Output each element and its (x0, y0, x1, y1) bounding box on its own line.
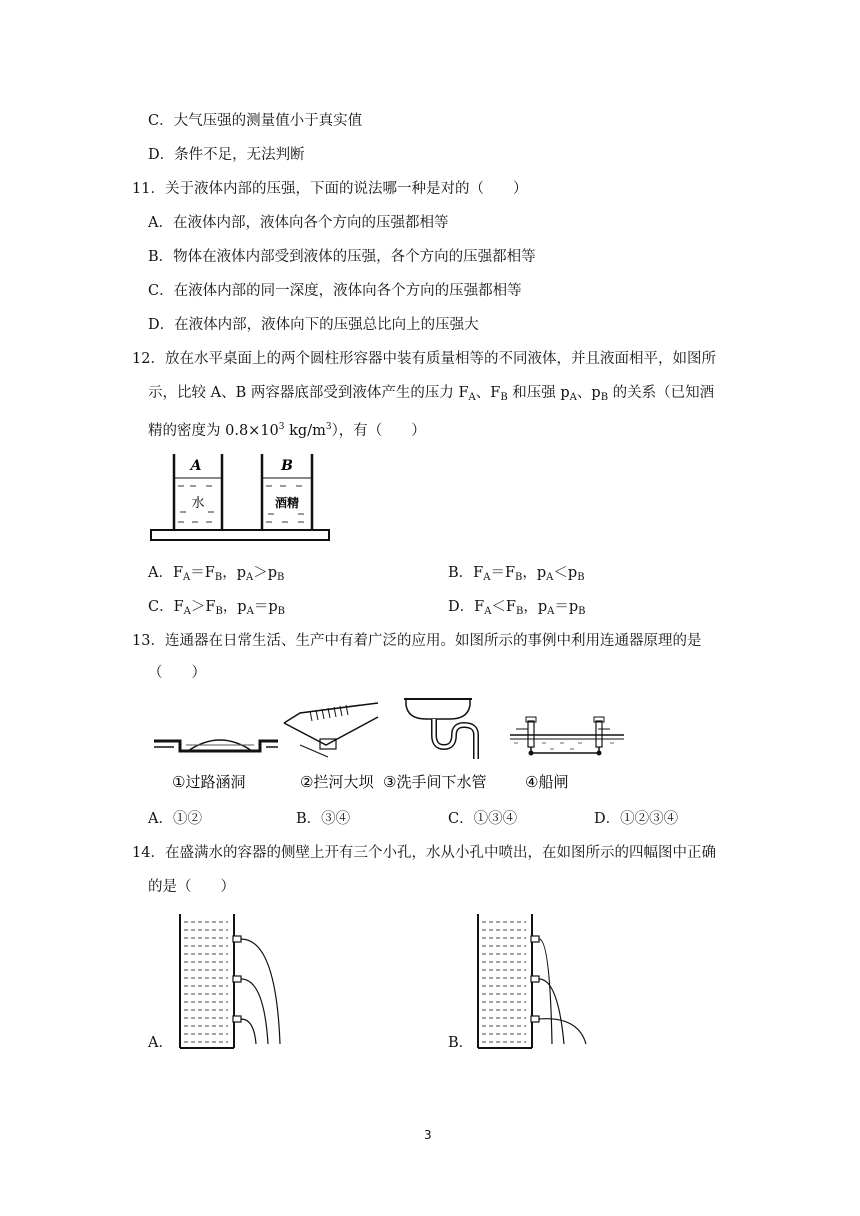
q13-connected-vessels-figure (150, 695, 640, 800)
q14-figure-a (176, 910, 286, 1052)
q11-option-a: A．在液体内部，液体向各个方向的压强都相等 (148, 215, 449, 231)
water-jets (539, 939, 586, 1044)
q12-option-c: C．$F_A>F_B$，$p_A=p_B$ (148, 599, 285, 617)
q11-option-b: B．物体在液体内部受到液体的压强，各个方向的压强都相等 (148, 249, 536, 265)
q10-option-c: C．大气压强的测量值小于真实值 (148, 113, 363, 129)
q11-option-c: C．在液体内部的同一深度，液体向各个方向的压强都相等 (148, 283, 522, 299)
caption-ship-lock: ④船闸 (525, 773, 569, 791)
q13-option-b: B．③④ (296, 811, 351, 827)
q10-option-d: D．条件不足，无法判断 (148, 147, 305, 163)
q11-stem: 11．关于液体内部的压强，下面的说法哪一种是对的（ ） (132, 181, 528, 197)
container-b-label: B (281, 458, 293, 474)
q14-stem-line2: 的是（ ） (148, 879, 235, 895)
q12-option-d: D．$F_A<F_B$，$p_A=p_B$ (448, 599, 586, 617)
container-a-label: A (190, 458, 202, 474)
q12-stem-line3: 精的密度为 $0.8\times 10^3$ $kg/m^3$），有（ ） (148, 422, 426, 439)
page-number: 3 (424, 1128, 432, 1142)
water-dashes (184, 922, 228, 1042)
q14-option-b-label: B． (448, 1035, 474, 1051)
q13-stem-line2: （ ） (148, 665, 206, 681)
caption-dam: ②拦河大坝 (300, 773, 374, 791)
q12-containers-figure (150, 450, 332, 546)
culvert-drawing (154, 740, 278, 751)
dam-drawing (284, 703, 378, 757)
sink-drain-drawing (404, 699, 476, 759)
q14-stem-line1: 14．在盛满水的容器的侧壁上开有三个小孔，水从小孔中喷出，在如图所示的四幅图中正确 (132, 845, 716, 861)
q13-option-c: C．①③④ (448, 811, 518, 827)
q13-stem-line1: 13．连通器在日常生活、生产中有着广泛的应用。如图所示的事例中利用连通器原理的是 (132, 633, 702, 649)
caption-culvert: ①过路涵洞 (172, 773, 246, 791)
q14-option-a-label: A． (148, 1035, 173, 1051)
q12-stem-line2: 示，比较 A、B 两容器底部受到液体产生的压力 $F_A$、$F_B$ 和压强 $p_A$、$p_B$ 的关系（已知酒 (148, 385, 715, 403)
water-label: 水 (191, 496, 205, 511)
ship-lock-drawing (510, 717, 624, 755)
q13-option-a: A．①② (148, 811, 202, 827)
q12-stem-line1: 12．放在水平桌面上的两个圆柱形容器中装有质量相等的不同液体，并且液面相平，如图所 (132, 351, 716, 367)
q11-option-d: D．在液体内部，液体向下的压强总比向上的压强大 (148, 317, 479, 333)
caption-sink-drain: ③洗手间下水管 (383, 773, 487, 791)
q12-option-a: A．$F_A=F_B$，$p_A>p_B$ (148, 565, 285, 583)
water-jets (241, 939, 280, 1044)
alcohol-label: 酒精 (274, 496, 300, 510)
q14-figure-b (474, 910, 594, 1052)
q13-option-d: D．①②③④ (594, 811, 679, 827)
q12-option-b: B．$F_A=F_B$，$p_A<p_B$ (448, 565, 585, 583)
water-dashes (482, 922, 526, 1042)
